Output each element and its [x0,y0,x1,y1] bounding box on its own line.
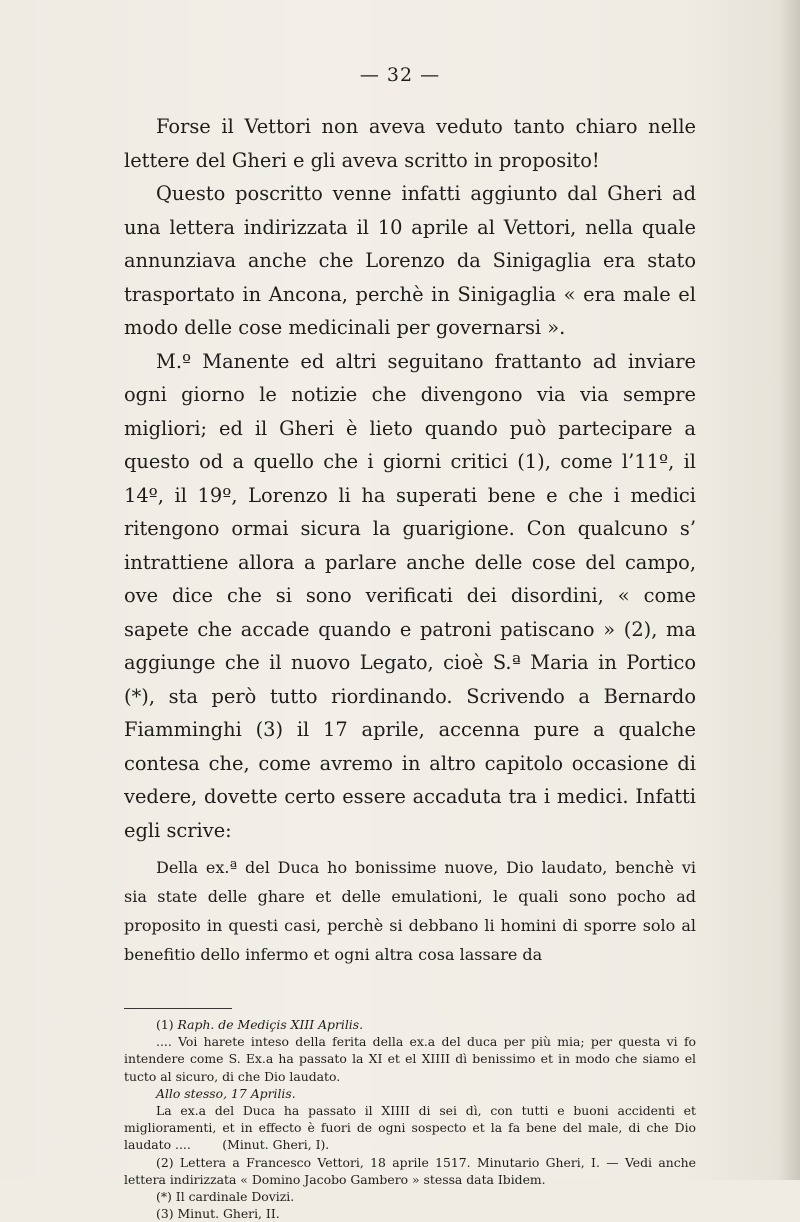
footnote-1-source-2: Allo stesso, 17 Aprilis. [156,1085,296,1101]
paragraph: M.º Manente ed altri seguitano frattanto ad inviare ogni giorno le notizie che divengono via via sempre migliori; ed il Gheri è lieto quando può partecipare a questo od a quello che i giorni critici (1), come l’11º, il 14º, il 19º, Lorenzo li ha superati bene e che i medici ritengono ormai sicura la guarigione. Con qualcuno s’ intrattiene allora a parlare anche delle cose del campo, ove dice che si sono verificati dei disordini, « come sapete che accade quando e patroni patiscano » (2), ma aggiunge che il nuovo Legato, cioè S.ª Maria in Portico (*), sta però tutto riordinando. Scrivendo a Bernardo Fiamminghi (3) il 17 aprile, accenna pure a qualche contesa che, come avremo in altro capitolo occasione di vedere, dovette certo essere accaduta tra i medici. Infatti egli scrive: [124,349,696,842]
footnote-1-source: Raph. de Mediçis XIII Aprilis. [177,1017,364,1032]
main-text [124,110,696,847]
footnote-rule [124,1008,232,1009]
footnote-1-label: (1) [156,1017,174,1032]
footnote-3: (3) Minut. Gheri, II. [156,1206,280,1222]
footnote-1-heading [124,1016,696,1033]
footnote-1-reference: (Minut. Gheri, I). [222,1137,330,1153]
footnote-star: (*) Il cardinale Dovizi. [156,1189,295,1205]
paragraph: Forse il Vettori non aveva veduto tanto chiaro nelle lettere del Gheri e gli aveva scritto in proposito! [124,115,696,172]
quoted-letter: Della ex.ª del Duca ho bonissime nuove, Dio laudato, benchè vi sia state delle ghare et delle emulationi, le quali sono pocho ad proposito in questi casi, perchè si debbano li homini di sporre solo al benefitio dello infermo et ogni altra cosa lassare da [124,858,696,964]
footnote-1-text-2 [124,1102,696,1154]
footnote-1-text: .... Voi harete inteso della ferita della ex.a del duca per più mia; per questa vi fo intendere come S. Ex.a ha passato la XI et el XIIII dì benissimo et in modo che siamo el tucto al sicuro, di che Dio laudato. [124,1034,696,1084]
page-number: — 32 — [359,64,441,86]
paragraph: Questo poscritto venne infatti aggiunto dal Gheri ad una lettera indirizzata il 10 aprile al Vettori, nella quale annunziava anche che Lorenzo da Sinigaglia era stato trasportato in Ancona, perchè in Sinigaglia « era male el modo delle cose medicinali per governarsi ». [124,182,696,339]
footnotes [124,1016,696,1222]
footnote-1-text-2-body: La ex.a del Duca ha passato il XIIII di sei dì, con tutti e buoni accidenti et miglioramenti, et in effecto è fuori de ogni sospecto et la fa bene del male, di che Dio laudato .... [124,1103,696,1153]
footnote-2: (2) Lettera a Francesco Vettori, 18 aprile 1517. Minutario Gheri, I. — Vedi anche lettera indirizzata « Domino Jacobo Gambero » stessa data Ibidem. [124,1154,696,1187]
page-edge-shadow [778,0,800,1180]
